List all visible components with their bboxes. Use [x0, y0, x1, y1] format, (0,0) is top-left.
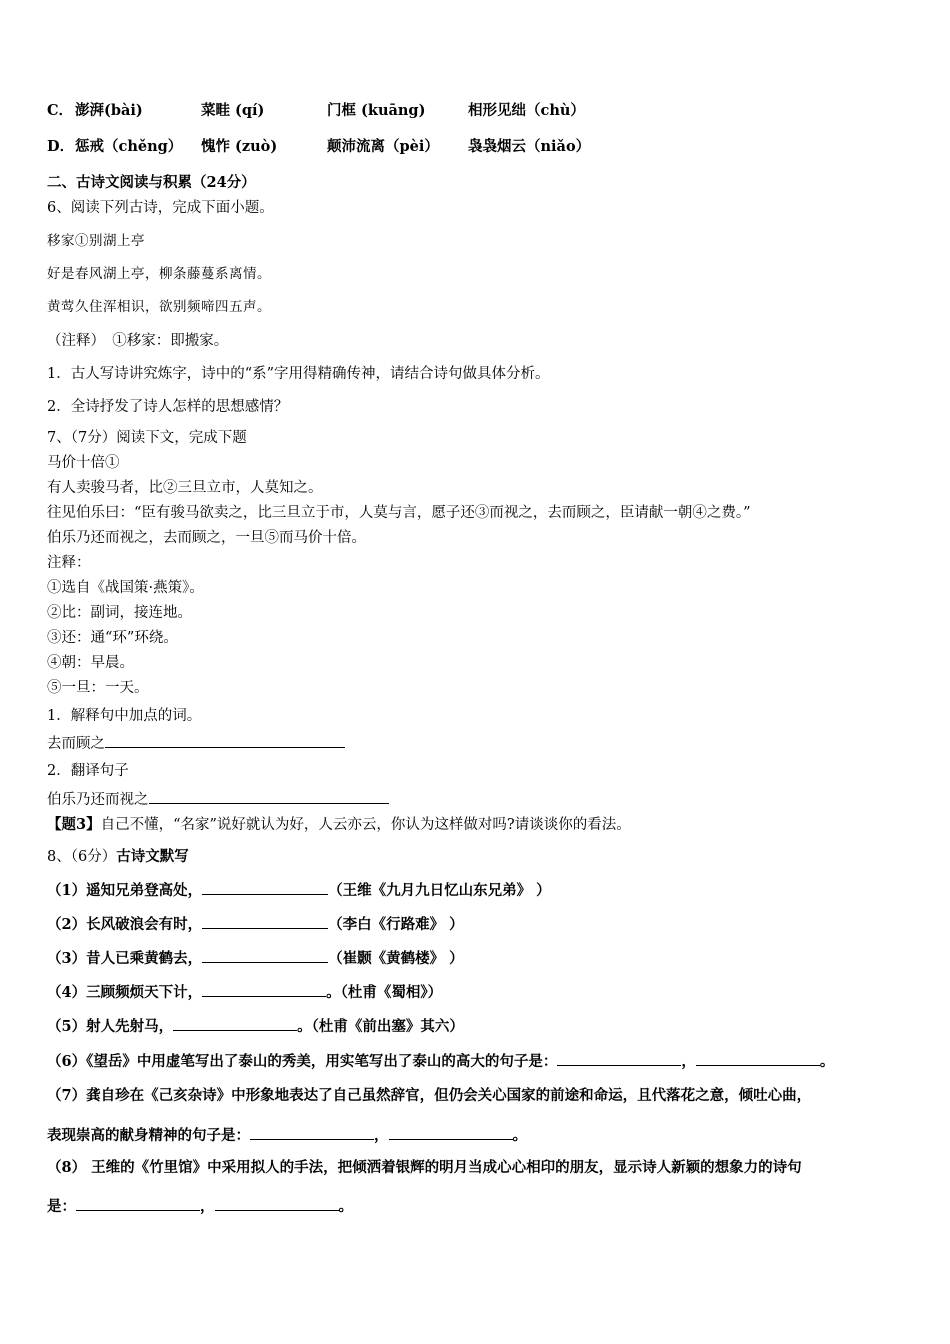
q8-item-6 [47, 1051, 834, 1072]
answer-blank[interactable] [202, 982, 326, 997]
option-d-item-3: 颠沛流离（pèi） [327, 138, 439, 155]
q8-item-7-line-1: （7）龚自珍在《己亥杂诗》中形象地表达了自己虽然辞官，但仍会关心国家的前途和命运，且代落花之意，倾吐心曲， [47, 1087, 812, 1104]
q8-item-4-source: 。（杜甫《蜀相》） [326, 984, 443, 1001]
q8-item-2-text: （2）长风破浪会有时， [47, 916, 203, 933]
q7-sub-3-text: 自己不懂，“名家”说好就认为好，人云亦云，你认为这样做对吗?请谈谈你的看法。 [100, 817, 631, 833]
answer-blank[interactable] [389, 1125, 513, 1140]
answer-blank[interactable] [250, 1125, 374, 1140]
q8-item-7-text: 表现崇高的献身精神的句子是： [47, 1127, 250, 1144]
separator: ， [681, 1053, 696, 1070]
q8-item-8-line-1: （8） 王维的《竹里馆》中采用拟人的手法，把倾洒着银辉的明月当成心心相印的朋友，显示诗人新颖的想象力的诗句 [47, 1159, 802, 1176]
q7-note-3: ③还：通“环”环绕。 [47, 630, 178, 646]
q8-item-3 [47, 948, 464, 969]
period: 。 [819, 1053, 835, 1070]
q7-note-5: ⑤一旦：一天。 [47, 680, 149, 696]
q6-intro: 6、阅读下列古诗，完成下面小题。 [47, 200, 274, 216]
answer-blank[interactable] [149, 789, 389, 804]
q8-title: 古诗文默写 [116, 848, 189, 865]
q7-paragraph-2: 往见伯乐曰：“臣有骏马欲卖之，比三旦立于市，人莫与言，愿子还③而视之，去而顾之，臣请献一朝④之费。” [47, 505, 751, 521]
q8-item-3-text: （3）昔人已乘黄鹤去， [47, 950, 203, 967]
answer-blank[interactable] [202, 914, 328, 929]
option-c [47, 101, 585, 121]
answer-blank[interactable] [696, 1051, 820, 1066]
option-c-item-4: 相形见绌（chù） [468, 102, 585, 119]
q7-note-2: ②比：副词，接连地。 [47, 605, 192, 621]
q7-sub-1-phrase: 去而顾之 [47, 736, 105, 752]
q7-sub-3-tag: 【题3】 [47, 816, 101, 833]
q8-item-5-text: （5）射人先射马， [47, 1018, 174, 1035]
q8-item-6-text: （6）《望岳》中用虚笔写出了泰山的秀美，用实笔写出了泰山的高大的句子是： [47, 1053, 558, 1070]
q7-paragraph-1: 有人卖骏马者，比②三旦立市，人莫知之。 [47, 480, 323, 496]
q7-intro: 7、（7分）阅读下文，完成下题 [47, 430, 247, 446]
option-d-item-2: 愧怍 (zuò) [201, 138, 278, 155]
q6-poem-title: 移家①别湖上亭 [47, 233, 145, 249]
q8-item-8-text: 是： [47, 1198, 76, 1215]
separator: ， [200, 1198, 215, 1215]
option-d-item-1: 惩戒（chěng） [75, 138, 183, 155]
q8-item-3-source: （崔颢《黄鹤楼》 ） [328, 950, 464, 967]
q8-item-5 [47, 1016, 464, 1037]
q6-sub-2: 2．全诗抒发了诗人怎样的思想感情？ [47, 399, 289, 415]
q7-sub-1: 1．解释句中加点的词。 [47, 708, 202, 724]
q6-sub-1: 1．古人写诗讲究炼字，诗中的“系”字用得精确传神，请结合诗句做具体分析。 [47, 366, 550, 382]
answer-blank[interactable] [105, 733, 345, 748]
separator: ， [374, 1127, 389, 1144]
option-d-item-4: 袅袅烟云（niǎo） [468, 138, 591, 155]
q7-paragraph-3: 伯乐乃还而视之，去而顾之，一旦⑤而马价十倍。 [47, 530, 366, 546]
q8-item-5-source: 。（杜甫《前出塞》其六） [297, 1018, 464, 1035]
q7-note-4: ④朝：早晨。 [47, 655, 134, 671]
q6-poem-line-1: 好是春风湖上亭，柳条藤蔓系离情。 [47, 266, 271, 282]
answer-blank[interactable] [202, 948, 328, 963]
q7-title: 马价十倍① [47, 455, 120, 471]
section-2-title: 二、古诗文阅读与积累（24分） [47, 174, 256, 191]
answer-blank[interactable] [215, 1196, 339, 1211]
q7-sub-2: 2．翻译句子 [47, 763, 129, 779]
q8-item-2-source: （李白《行路难》 ） [328, 916, 464, 933]
q7-notes-label: 注释： [47, 555, 91, 571]
q8-item-1-text: （1）遥知兄弟登高处， [47, 882, 203, 899]
option-c-label: C． [47, 102, 74, 119]
option-c-item-1: 澎湃(bài) [75, 102, 143, 119]
answer-blank[interactable] [173, 1016, 297, 1031]
q8-header [47, 847, 189, 867]
option-c-item-2: 菜畦 (qí) [201, 102, 265, 119]
q7-note-1: ①选自《战国策·燕策》。 [47, 580, 204, 596]
answer-blank[interactable] [76, 1196, 200, 1211]
q8-item-2 [47, 914, 464, 935]
q8-item-7-line-2 [47, 1125, 527, 1146]
answer-blank[interactable] [557, 1051, 681, 1066]
q8-item-8-line-2 [47, 1196, 353, 1217]
q7-sub-2-item [47, 789, 389, 810]
q8-number: 8、（6分） [47, 849, 117, 865]
q8-item-4-text: （4）三顾频烦天下计， [47, 984, 203, 1001]
option-d [47, 137, 591, 157]
q7-sub-3 [47, 815, 631, 835]
q6-note: （注释） ①移家：即搬家。 [47, 333, 229, 349]
q6-poem-line-2: 黄莺久住浑相识，欲别频啼四五声。 [47, 299, 271, 315]
q8-item-4 [47, 982, 442, 1003]
q7-sub-2-phrase: 伯乐乃还而视之 [47, 792, 149, 808]
answer-blank[interactable] [202, 880, 328, 895]
option-d-label: D． [47, 138, 75, 155]
period: 。 [512, 1127, 527, 1144]
q8-item-1-source: （王维《九月九日忆山东兄弟》 ） [328, 882, 551, 899]
option-c-item-3: 门框 (kuāng) [327, 102, 426, 119]
q7-sub-1-item [47, 733, 345, 754]
q8-item-1 [47, 880, 551, 901]
period: 。 [338, 1198, 353, 1215]
